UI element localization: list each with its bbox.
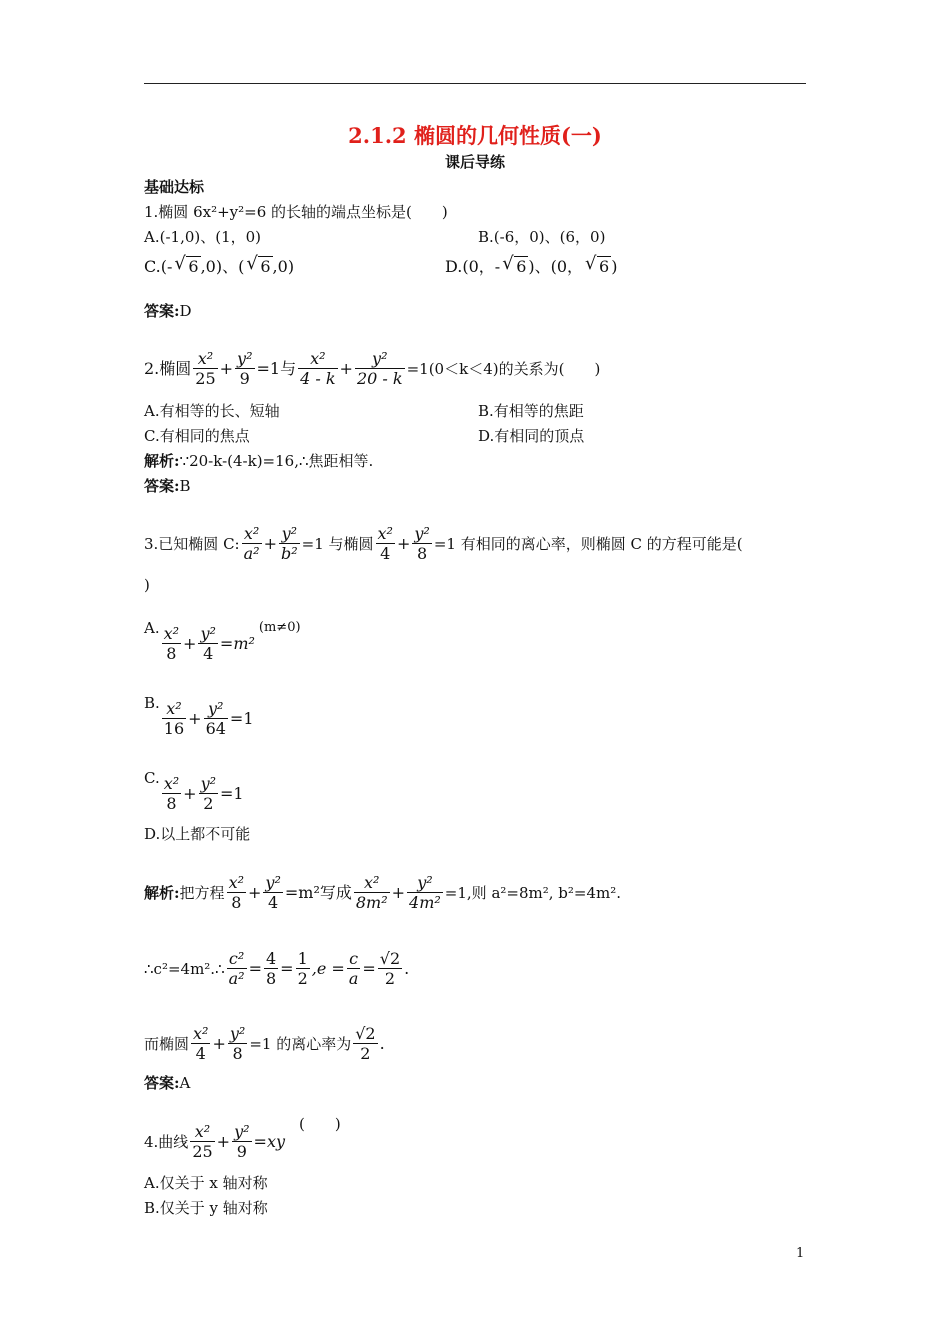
q3-close-paren: ) (144, 576, 150, 594)
fraction (298, 349, 337, 388)
equals: = (280, 958, 294, 978)
numerator: y² (407, 873, 443, 893)
numerator: x² (190, 1122, 214, 1142)
denominator: 9 (239, 369, 250, 388)
q3-mid: =1 与椭圆 (301, 534, 374, 553)
fraction (264, 949, 278, 988)
numerator: y² (204, 699, 228, 719)
q4-option-a: A.仅关于 x 轴对称 (144, 1174, 268, 1192)
option-label: A. (144, 619, 160, 637)
numerator: x² (193, 349, 217, 369)
denominator: 8 (166, 794, 177, 813)
fraction (378, 949, 402, 988)
analysis-text: =1 的离心率为 (249, 1034, 352, 1053)
sqrt-symbol: √ 6 (585, 253, 610, 276)
analysis-text: 把方程 (179, 883, 225, 902)
option-label: B. (144, 694, 160, 712)
page-title: 2.1.2 椭圆的几何性质(一) (348, 123, 602, 148)
fraction (227, 873, 246, 912)
q3-option-d: D.以上都不可能 (144, 825, 251, 843)
q2-analysis (144, 451, 373, 471)
analysis-text: =m²写成 (284, 882, 352, 902)
answer-label: 答案: (144, 1074, 180, 1092)
numerator: y² (279, 524, 300, 544)
fraction (227, 949, 247, 988)
numerator: y² (414, 524, 430, 543)
denominator: 8 (265, 969, 277, 988)
analysis-text: ∵20-k-(4-k)=16,∴焦距相等. (179, 452, 374, 470)
fraction (376, 524, 395, 563)
q1-c-pre: C.(- (144, 256, 173, 276)
fraction (263, 873, 282, 912)
numerator: x² (354, 873, 390, 893)
numerator: √2 (379, 949, 401, 968)
q1-option-d (445, 253, 618, 277)
q1-d-mid: )、(0， (528, 256, 584, 276)
option-note: (m≠0) (258, 620, 301, 635)
rhs: =xy (253, 1131, 285, 1151)
numerator: 1 (297, 949, 308, 968)
sqrt-arg: 6 (599, 257, 610, 276)
q2-suffix: =1(0＜k＜4)的关系为( ) (406, 359, 601, 378)
q4-option-b: B.仅关于 y 轴对称 (144, 1199, 268, 1217)
q1-answer (144, 301, 192, 321)
q3-option-c: C. $\frac{\text{x²}}{8}$ + $\frac{\text{y²}}{2}$ =1 (144, 769, 244, 813)
denominator: 4 (203, 644, 214, 663)
denominator: 16 (163, 719, 185, 738)
numerator: x² (163, 774, 180, 793)
denominator: 2 (384, 969, 396, 988)
q3-option-b: B. $\frac{\text{x²}}{16}$ + $\frac{\text{y²}}{64}$ =1 (144, 694, 254, 738)
q1-c-end: ,0) (272, 256, 295, 276)
q3-stem: 3.已知椭圆 C: $\frac{\text{x²}}{\text{a²}}$ + $\frac{\text{y²}}{\text{b²}}$ =1 与椭圆 $\frac{\text{x²}}{4}$ + $\frac{\text{y²}}{8}$ =1 有相同的离心率，则椭圆 C 的方程可能是( (144, 524, 743, 563)
denominator: 2 (360, 1044, 371, 1063)
q3-prefix: 3.已知椭圆 C: (144, 534, 240, 553)
q3-option-a: A. $\frac{\text{x²}}{8}$ + $\frac{\text{y²}}{4}$ =m² (m≠0) (144, 619, 301, 663)
denominator: 8 (232, 1044, 243, 1063)
sqrt-symbol: √ 6 (246, 253, 271, 276)
denominator: 4 (380, 544, 391, 563)
q2-eq-with: =1与 (256, 358, 297, 378)
fraction (242, 524, 262, 563)
rhs: =m² (219, 633, 255, 653)
denominator: 4 - k (300, 369, 336, 388)
fraction (296, 949, 310, 988)
header-rule (144, 83, 806, 84)
answer-paren: ( ) (299, 1115, 341, 1133)
numerator: y² (237, 349, 253, 368)
q2-option-a: A.有相等的长、短轴 (144, 402, 280, 420)
analysis-label: 解析: (144, 883, 180, 902)
numerator: x² (298, 349, 337, 369)
fraction (190, 1122, 214, 1161)
equals: = (248, 958, 262, 978)
sqrt-arg: 6 (260, 257, 271, 276)
denominator: a² (243, 544, 260, 563)
numerator: x² (228, 873, 244, 892)
numerator: y² (200, 624, 216, 643)
fraction (347, 949, 361, 988)
fraction (354, 873, 390, 912)
numerator: x² (242, 524, 262, 544)
denominator: a² (228, 969, 245, 988)
numerator: c² (227, 949, 247, 969)
fraction (279, 524, 300, 563)
denominator: 4m² (409, 893, 441, 912)
numerator: y² (355, 349, 405, 369)
analysis-text: ∴c²=4m².∴ (144, 959, 225, 978)
denominator: 2 (297, 969, 308, 988)
q1-d-end: ) (611, 256, 618, 276)
denominator: b² (280, 544, 298, 563)
denominator: 8 (231, 893, 242, 912)
q4-stem: 4.曲线 $\frac{\text{x²}}{25}$ + $\frac{\text{y²}}{9}$ =xy ( ) (144, 1115, 341, 1161)
rhs: =1 (220, 783, 244, 803)
denominator: 8 (417, 544, 428, 563)
numerator: x² (377, 524, 393, 543)
denominator: 9 (236, 1142, 247, 1161)
q3-analysis-line2 (144, 949, 409, 988)
fraction (198, 624, 217, 663)
q3-answer (144, 1073, 190, 1093)
denominator: a (348, 969, 359, 988)
numerator: x² (163, 624, 180, 643)
sqrt-symbol: √ 6 (174, 253, 199, 276)
analysis-text: =1,则 a²=8m², b²=4m². (444, 883, 622, 902)
q1-c-mid: ,0)、( (200, 256, 245, 276)
numerator: x² (193, 1024, 209, 1043)
fraction (228, 1024, 247, 1063)
q2-prefix: 2.椭圆 (144, 358, 192, 378)
sqrt-symbol: √ 6 (502, 253, 527, 276)
answer-label: 答案: (144, 477, 180, 495)
denominator: 20 - k (356, 369, 403, 388)
q1-d-pre: D.(0，- (445, 256, 501, 276)
q1-stem: 1.椭圆 6x²+y²=6 的长轴的端点坐标是( ) (144, 203, 448, 221)
fraction (191, 1024, 210, 1063)
sqrt-arg: 6 (188, 257, 199, 276)
q2-option-d: D.有相同的顶点 (478, 427, 585, 445)
eccentricity-label: ,e = (311, 958, 345, 978)
q4-prefix: 4.曲线 (144, 1132, 189, 1151)
period: . (404, 958, 410, 978)
q3-analysis-line1: 解析: 把方程 $\frac{\text{x²}}{8}$ + $\frac{\text{y²}}{4}$ =m²写成 $\frac{\text{x²}}{\text{8m²}}$ + $\frac{\text{y²}}{\text{4m²}}$ =1,则 a²=8m², b²=4m². (144, 873, 622, 912)
q2-stem: 2.椭圆 $\frac{\text{x²}}{25}$ + $\frac{\text{y²}}{9}$ =1与 $\frac{\text{x²}}{4 - k}$ + $\frac{\text{y²}}{20 - k}$ =1(0＜k＜4)的关系为( ) (144, 349, 601, 388)
denominator: 8m² (355, 893, 388, 912)
analysis-text: 而椭圆 (144, 1034, 190, 1053)
answer-value: B (179, 477, 191, 495)
numerator: c (347, 949, 361, 969)
numerator: y² (234, 1122, 250, 1141)
denominator: 4 (195, 1044, 206, 1063)
fraction (199, 774, 218, 813)
page-subtitle: 课后导练 (444, 153, 505, 171)
fraction (412, 524, 431, 563)
denominator: 25 (192, 1142, 213, 1161)
q1-option-a: A.(-1,0)、(1，0) (144, 228, 262, 246)
denominator: 2 (203, 794, 214, 813)
fraction (193, 349, 217, 388)
fraction (162, 774, 181, 813)
equals: = (362, 958, 376, 978)
period: . (379, 1033, 385, 1053)
fraction (235, 349, 254, 388)
answer-value: D (179, 302, 192, 320)
denominator: 8 (166, 644, 177, 663)
fraction (355, 349, 405, 388)
q2-option-b: B.有相等的焦距 (478, 402, 584, 420)
answer-label: 答案: (144, 302, 180, 320)
numerator: x² (162, 699, 186, 719)
q3-analysis-line3: 而椭圆 $\frac{\text{x²}}{4}$ + $\frac{\text{y²}}{8}$ =1 的离心率为 $\frac{√2}{2}$ . (144, 1024, 385, 1063)
fraction (353, 1024, 377, 1063)
rhs: =1 (229, 708, 254, 728)
denominator: 64 (205, 719, 226, 738)
fraction (162, 699, 186, 738)
numerator: 4 (265, 949, 277, 968)
answer-value: A (179, 1074, 191, 1092)
numerator: √2 (355, 1024, 376, 1043)
numerator: y² (229, 1024, 246, 1043)
q3-suffix: =1 有相同的离心率，则椭圆 C 的方程可能是( (433, 534, 743, 553)
numerator: y² (200, 774, 217, 793)
fraction (232, 1122, 251, 1161)
q2-answer (144, 476, 191, 496)
q1-option-b: B.(-6，0)、(6，0) (478, 228, 606, 246)
section-heading: 基础达标 (144, 178, 205, 196)
fraction (204, 699, 228, 738)
page-number: 1 (796, 1246, 805, 1261)
fraction (407, 873, 443, 912)
analysis-label: 解析: (144, 452, 180, 470)
sqrt-arg: 6 (516, 257, 527, 276)
q2-option-c: C.有相同的焦点 (144, 427, 250, 445)
option-label: C. (144, 769, 160, 787)
denominator: 25 (195, 369, 216, 388)
fraction (162, 624, 181, 663)
numerator: y² (265, 873, 281, 892)
denominator: 4 (268, 893, 279, 912)
q1-option-c (144, 253, 295, 277)
